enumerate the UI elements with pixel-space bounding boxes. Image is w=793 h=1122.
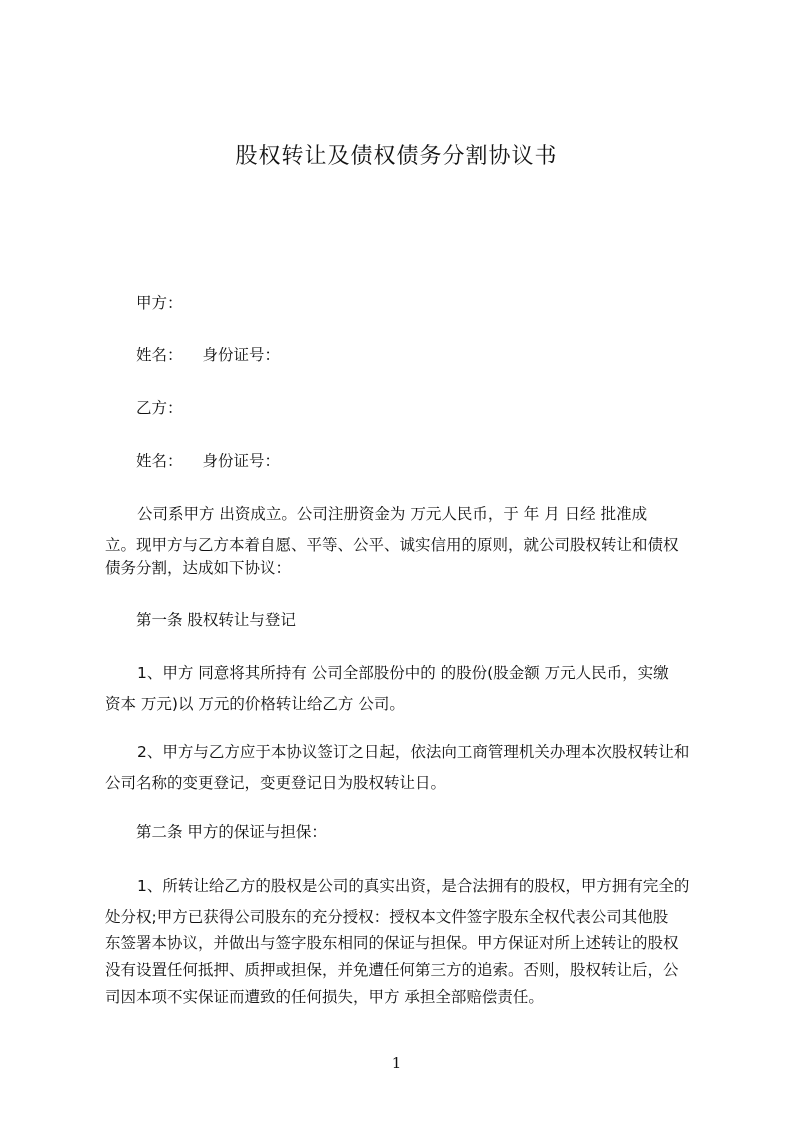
intro-line: 立。现甲方与乙方本着自愿、平等、公平、诚实信用的原则，就公司股权转让和债权 [105,536,679,554]
article-2-item-1: 东签署本协议，并做出与签字股东相同的保证与担保。甲方保证对所上述转让的股权 [105,934,679,952]
article-2-item-1: 司因本项不实保证而遭致的任何损失，甲方 承担全部赔偿责任。 [105,988,544,1006]
intro-line: 债务分割，达成如下协议： [105,559,292,577]
party-a-identity-row [136,340,710,371]
article-1-item-2: 2、甲方与乙方应于本协议签订之日起，依法向工商管理机关办理本次股权转让和 [137,743,690,761]
article-1-item-1: 资本 万元)以 万元的价格转让给乙方 公司。 [105,695,405,713]
article-2-heading: 第二条 甲方的保证与担保： [136,823,327,841]
article-1-item-1: 1、甲方 同意将其所持有 公司全部股份中的 的股份(股金额 万元人民币，实缴 [137,664,669,682]
article-2-item-1: 处分权;甲方已获得公司股东的充分授权：授权本文件签字股东全权代表公司其他股 [105,908,669,926]
party-b-id-label: 身份证号： [202,452,281,470]
party-a-id-label: 身份证号： [202,346,281,364]
article-2-item-1: 1、所转让给乙方的股权是公司的真实出资，是合法拥有的股权，甲方拥有完全的 [137,877,690,895]
article-1-item-2: 公司名称的变更登记，变更登记日为股权转让日。 [105,774,447,792]
party-a-label: 甲方： [136,294,183,312]
party-a-name-label: 姓名： [136,346,183,364]
party-b-name-label: 姓名： [136,452,183,470]
party-b-label: 乙方： [136,399,183,417]
intro-line: 公司系甲方 出资成立。公司注册资金为 万元人民币，于 年 月 日经 批准成 [137,505,648,523]
party-b-identity-row [136,446,710,477]
article-2-item-1: 没有设置任何抵押、质押或担保，并免遭任何第三方的追索。否则，股权转让后，公 [105,961,679,979]
article-1-heading: 第一条 股权转让与登记 [136,611,296,629]
page-number: 1 [391,1054,402,1072]
document-title: 股权转让及债权债务分割协议书 [235,144,558,169]
